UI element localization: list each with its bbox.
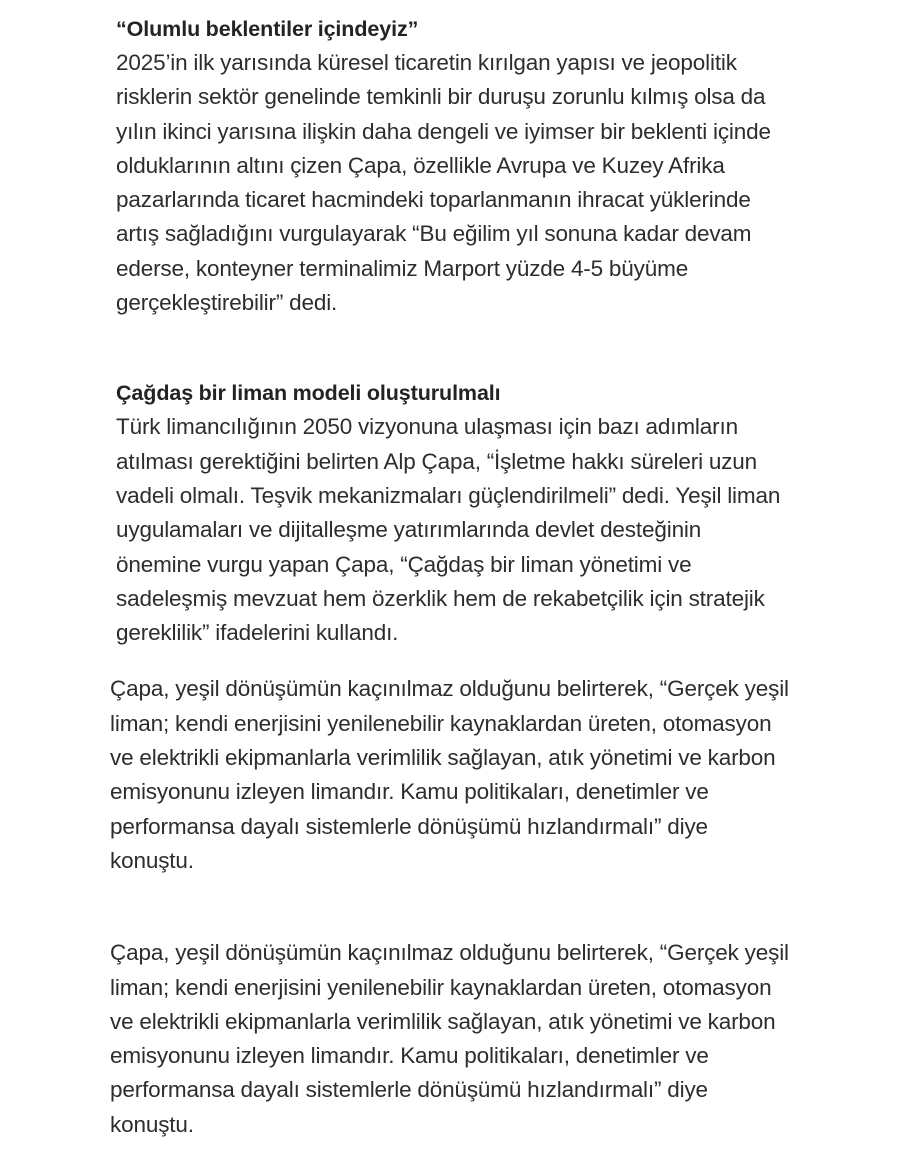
section-paragraph-olumlu-beklentiler: 2025’in ilk yarısında küresel ticaretin kırılgan yapısı ve jeopolitik risklerin sektör genelinde temkinli bir duruşu zorunlu kılmış olsa da yılın ikinci yarısına ilişkin daha dengeli ve iyimser bir beklenti içinde olduklarının altını çizen Çapa, özellikle Avrupa ve Kuzey Afrika pazarlarında ticaret hacmindeki toparlanmanın ihracat yüklerinde artış sağladığını vurgulayarak “Bu eğilim yıl sonuna kadar devam ederse, konteyner terminalimiz Marport yüzde 4-5 büyüme gerçekleştirebilir” dedi. — [116, 50, 771, 316]
closing-paragraph-2: Çapa, yeşil dönüşümün kaçınılmaz olduğunu belirterek, “Gerçek yeşil liman; kendi enerjisini yenilenebilir kaynaklardan üreten, otomasyon ve elektrikli ekipmanlarla verimlilik sağlayan, atık yönetimi ve karbon emisyonunu izleyen limandır. Kamu politikaları, denetimler ve performansa dayalı sistemlerle dönüşümü hızlandırmalı” diye konuştu. — [110, 940, 789, 1137]
article-section-1 — [110, 12, 792, 320]
paragraph-spacer-1 — [110, 650, 792, 672]
closing-paragraph-1: Çapa, yeşil dönüşümün kaçınılmaz olduğunu belirterek, “Gerçek yeşil liman; kendi enerjisini yenilenebilir kaynaklardan üreten, otomasyon ve elektrikli ekipmanlarla verimlilik sağlayan, atık yönetimi ve karbon emisyonunu izleyen limandır. Kamu politikaları, denetimler ve performansa dayalı sistemlerle dönüşümü hızlandırmalı” diye konuştu. — [110, 676, 789, 873]
section-spacer-1 — [110, 320, 792, 376]
paragraph-spacer-2 — [110, 878, 792, 936]
section-heading-cagdas-liman-modeli: Çağdaş bir liman modeli oluşturulmalı — [116, 381, 501, 406]
section-heading-olumlu-beklentiler: “Olumlu beklentiler içindeyiz” — [116, 17, 419, 41]
article-body — [110, 12, 792, 1142]
section-paragraph-cagdas-liman-modeli: Türk limancılığının 2050 vizyonuna ulaşması için bazı adımların atılması gerektiğini belirten Alp Çapa, “İşletme hakkı süreleri uzun vadeli olmalı. Teşvik mekanizmaları güçlendirilmeli” dedi. Yeşil liman uygulamaları ve dijitalleşme yatırımlarında devlet desteğinin önemine vurgu yapan Çapa, “Çağdaş bir liman yönetimi ve sadeleşmiş mevzuat hem özerklik hem de rekabetçilik için stratejik gereklilik” ifadelerini kullandı. — [116, 414, 781, 646]
article-section-2 — [110, 376, 792, 650]
